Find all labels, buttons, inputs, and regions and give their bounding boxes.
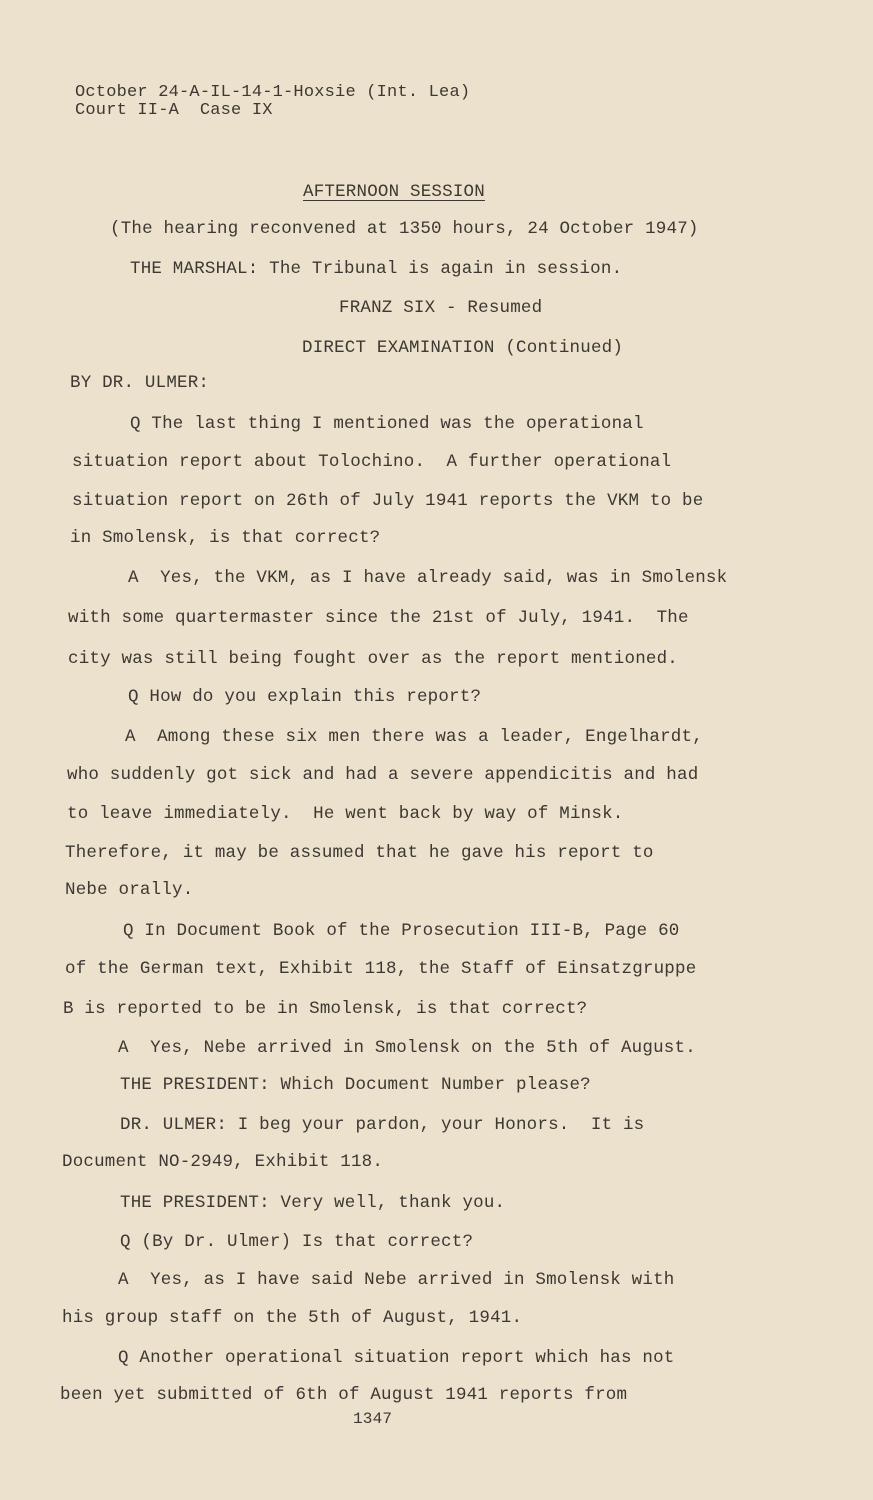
text-line: BY DR. ULMER:: [70, 373, 210, 393]
text-line: THE MARSHAL: The Tribunal is again in session.: [130, 259, 623, 279]
text-line: Q How do you explain this report?: [128, 687, 482, 707]
text-line: in Smolensk, is that correct?: [70, 528, 381, 548]
header-line-1: October 24-A-IL-14-1-Hoxsie (Int. Lea): [75, 83, 471, 102]
page-number: 1347: [353, 1410, 393, 1428]
text-line: to leave immediately. He went back by way of Minsk.: [67, 804, 624, 824]
text-line: city was still being fought over as the report mentioned.: [68, 649, 678, 669]
session-title: AFTERNOON SESSION: [303, 182, 485, 202]
text-line: A Yes, Nebe arrived in Smolensk on the 5th of August.: [118, 1038, 696, 1058]
text-line: with some quartermaster since the 21st of July, 1941. The: [68, 608, 689, 628]
text-line: FRANZ SIX - Resumed: [339, 298, 543, 318]
text-line: B is reported to be in Smolensk, is that correct?: [63, 999, 588, 1019]
text-line: Q Another operational situation report which has not: [118, 1348, 675, 1368]
text-line: A Yes, as I have said Nebe arrived in Smolensk with: [118, 1270, 675, 1290]
text-line: his group staff on the 5th of August, 1941.: [62, 1308, 523, 1328]
text-line: who suddenly got sick and had a severe appendicitis and had: [67, 765, 699, 785]
text-line: Q (By Dr. Ulmer) Is that correct?: [120, 1232, 474, 1252]
text-line: been yet submitted of 6th of August 1941 reports from: [60, 1385, 628, 1405]
text-line: Document NO-2949, Exhibit 118.: [62, 1152, 384, 1172]
text-line: DR. ULMER: I beg your pardon, your Honors. It is: [120, 1115, 645, 1135]
text-line: Therefore, it may be assumed that he gave his report to: [65, 843, 654, 863]
text-line: A Yes, the VKM, as I have already said, was in Smolensk: [128, 568, 728, 588]
text-line: (The hearing reconvened at 1350 hours, 24 October 1947): [110, 219, 699, 239]
text-line: situation report on 26th of July 1941 reports the VKM to be: [72, 491, 704, 511]
text-line: of the German text, Exhibit 118, the Staff of Einsatzgruppe: [65, 959, 697, 979]
text-line: Q The last thing I mentioned was the operational: [130, 414, 644, 434]
text-line: Q In Document Book of the Prosecution III-B, Page 60: [123, 921, 680, 941]
text-line: DIRECT EXAMINATION (Continued): [302, 338, 624, 358]
text-line: A Among these six men there was a leader, Engelhardt,: [125, 727, 703, 747]
text-line: THE PRESIDENT: Very well, thank you.: [120, 1193, 506, 1213]
text-line: THE PRESIDENT: Which Document Number please?: [120, 1075, 591, 1095]
text-line: situation report about Tolochino. A further operational: [72, 452, 672, 472]
header-line-2: Court II-A Case IX: [75, 101, 273, 120]
text-line: Nebe orally.: [65, 880, 194, 900]
